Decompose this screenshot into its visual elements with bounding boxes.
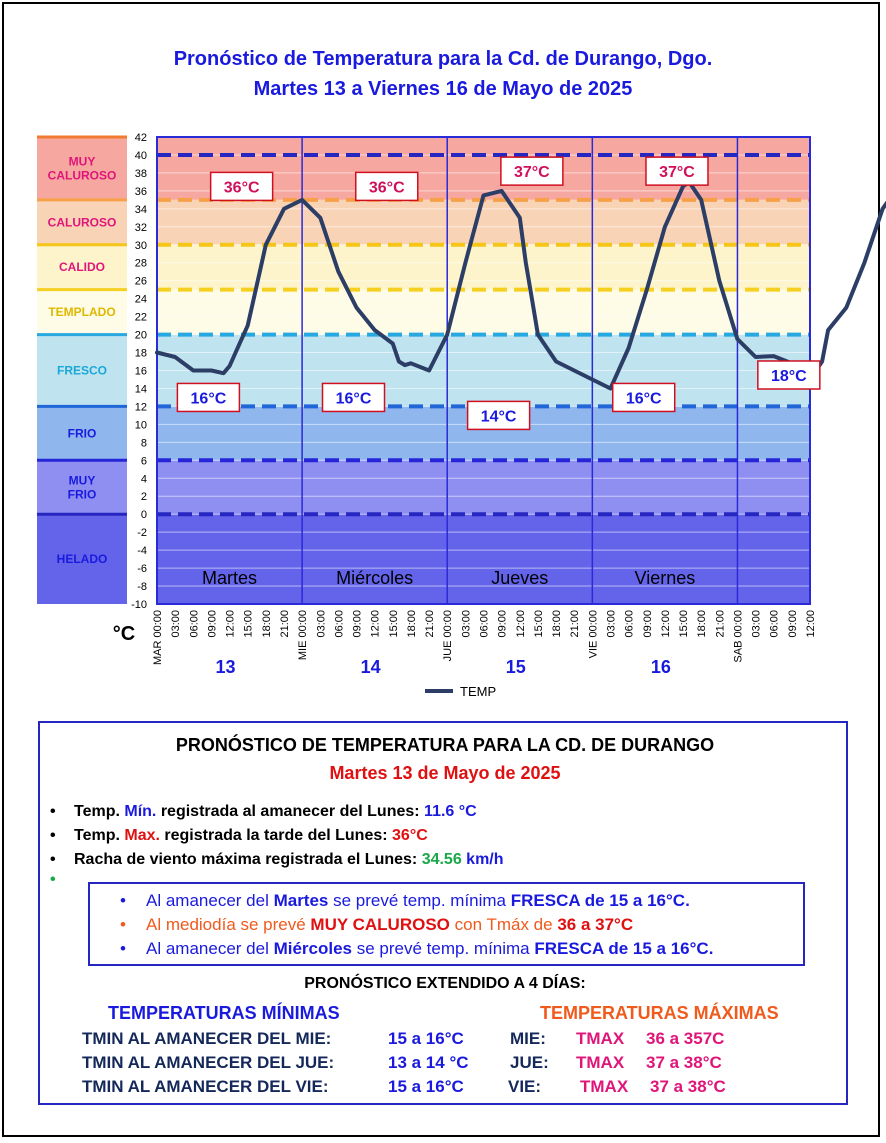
bullet-max-temp: • Temp. Max. registrada la tarde del Lunes: 36°C bbox=[50, 827, 428, 844]
bullet-dot: • bbox=[50, 803, 56, 820]
x-tick-label: 15:00 bbox=[387, 610, 400, 638]
max-row-label: TMAX bbox=[576, 1053, 625, 1072]
y-tick-label: 26 bbox=[134, 275, 147, 288]
y-tick-label: 2 bbox=[140, 491, 147, 504]
zone-label: HELADO bbox=[56, 552, 108, 567]
y-tick-label: -10 bbox=[131, 599, 147, 611]
x-tick-label: SAB 00:00 bbox=[732, 610, 745, 663]
temp-annotation-label: 14°C bbox=[480, 408, 517, 426]
y-tick-label: 30 bbox=[134, 239, 147, 252]
x-tick-label: MAR 00:00 bbox=[152, 610, 164, 666]
max-temps-header: TEMPERATURAS MÁXIMAS bbox=[540, 1003, 779, 1023]
x-tick-label: VIE 00:00 bbox=[587, 610, 600, 659]
x-tick-label: 15:00 bbox=[242, 610, 255, 638]
max-row-value: 37 a 38°C bbox=[646, 1053, 722, 1072]
y-tick-label: -2 bbox=[137, 527, 147, 540]
y-tick-label: 12 bbox=[134, 401, 147, 414]
y-tick-label: 36 bbox=[134, 185, 147, 198]
y-tick-label: 10 bbox=[134, 419, 147, 432]
zone-band bbox=[157, 460, 810, 514]
temp-annotation-label: 37°C bbox=[659, 164, 695, 182]
date-label: 14 bbox=[360, 657, 381, 677]
zone-label: FRESCO bbox=[56, 363, 108, 378]
min-row-value: 13 a 14 °C bbox=[388, 1053, 469, 1072]
zone-label: CALUROSO bbox=[47, 168, 117, 183]
y-tick-label: 14 bbox=[134, 383, 147, 396]
x-tick-label: 18:00 bbox=[405, 610, 418, 638]
y-tick-label: 42 bbox=[134, 132, 147, 144]
temp-annotation-label: 36°C bbox=[223, 179, 260, 197]
x-tick-label: 06:00 bbox=[623, 610, 636, 638]
x-tick-label: 03:00 bbox=[170, 610, 183, 638]
bullet-dot: • bbox=[50, 871, 56, 888]
chart-subtitle: Martes 13 a Viernes 16 de Mayo de 2025 bbox=[253, 78, 633, 100]
temp-annotation-label: 37°C bbox=[513, 164, 550, 182]
zone-label: MUY bbox=[68, 154, 96, 169]
y-tick-label: 32 bbox=[134, 221, 147, 234]
zone-band bbox=[157, 514, 810, 604]
legend-label: TEMP bbox=[460, 684, 497, 699]
x-tick-label: 09:00 bbox=[641, 610, 654, 638]
y-tick-label: 38 bbox=[134, 167, 147, 180]
bullet-wind-gust: • Racha de viento máxima registrada el Lunes: 34.56 km/h bbox=[50, 851, 504, 868]
temp-annotation-label: 16°C bbox=[335, 390, 372, 408]
zone-band bbox=[157, 200, 810, 245]
x-tick-label: JUE 00:00 bbox=[442, 610, 455, 662]
date-label: 15 bbox=[505, 657, 526, 677]
x-tick-label: 06:00 bbox=[478, 610, 491, 638]
max-row-label: TMAX bbox=[580, 1077, 629, 1096]
y-axis-label: °C bbox=[112, 623, 136, 645]
x-tick-label: 12:00 bbox=[805, 610, 817, 638]
x-tick-label: 18:00 bbox=[696, 610, 709, 638]
x-tick-label: 03:00 bbox=[460, 610, 473, 638]
x-tick-label: 03:00 bbox=[605, 610, 618, 638]
x-tick-label: 18:00 bbox=[551, 610, 564, 638]
forecast-line-1: • Al amanecer del Martes se prevé temp. mínima FRESCA de 15 a 16°C. bbox=[120, 891, 690, 910]
bullet-empty bbox=[50, 871, 74, 889]
date-label: 16 bbox=[650, 657, 671, 677]
temp-annotation-label: 36°C bbox=[368, 179, 405, 197]
x-tick-label: 15:00 bbox=[532, 610, 545, 638]
temp-annotation-label: 18°C bbox=[770, 367, 807, 385]
extended-title: PRONÓSTICO EXTENDIDO A 4 DÍAS: bbox=[304, 975, 586, 992]
y-tick-label: -6 bbox=[137, 563, 147, 576]
min-row-value: 15 a 16°C bbox=[388, 1077, 464, 1096]
temp-annotation-label: 16°C bbox=[625, 390, 662, 408]
y-tick-label: -4 bbox=[137, 545, 147, 558]
day-name-label: Miércoles bbox=[336, 568, 414, 588]
max-row-label: TMAX bbox=[576, 1029, 625, 1048]
y-tick-label: 0 bbox=[140, 509, 147, 522]
max-row-value: 36 a 357C bbox=[646, 1029, 725, 1048]
y-tick-label: 6 bbox=[140, 455, 147, 468]
bullet-min-temp: • Temp. Mín. registrada al amanecer del Lunes: 11.6 °C bbox=[50, 803, 477, 820]
x-tick-label: 12:00 bbox=[369, 610, 382, 638]
y-tick-label: 4 bbox=[140, 473, 147, 486]
forecast-info-box bbox=[38, 721, 848, 1105]
date-label: 13 bbox=[215, 657, 236, 677]
x-tick-label: 09:00 bbox=[786, 610, 799, 638]
min-row-value: 15 a 16°C bbox=[388, 1029, 464, 1048]
x-tick-label: 21:00 bbox=[424, 610, 437, 638]
min-row-label: TMIN AL AMANECER DEL VIE: bbox=[82, 1077, 329, 1096]
y-tick-label: -8 bbox=[137, 581, 147, 594]
y-tick-label: 40 bbox=[134, 149, 147, 162]
x-tick-label: 03:00 bbox=[750, 610, 763, 638]
zone-label: FRIO bbox=[67, 487, 97, 502]
forecast-line-3: • Al amanecer del Miércoles se prevé temp. mínima FRESCA de 15 a 16°C. bbox=[120, 939, 714, 958]
day-name-label: Jueves bbox=[491, 568, 549, 588]
zone-label: CALUROSO bbox=[47, 215, 117, 230]
forecast-line-2: • Al mediodía se prevé MUY CALUROSO con Tmáx de 36 a 37°C bbox=[120, 915, 634, 934]
x-tick-label: 12:00 bbox=[659, 610, 672, 638]
y-tick-label: 24 bbox=[134, 293, 147, 306]
x-tick-label: 06:00 bbox=[188, 610, 201, 638]
x-tick-label: 09:00 bbox=[496, 610, 509, 638]
info-title: PRONÓSTICO DE TEMPERATURA PARA LA CD. DE DURANGO bbox=[175, 735, 715, 755]
day-name-label: Viernes bbox=[634, 568, 696, 588]
y-tick-label: 18 bbox=[134, 347, 147, 360]
y-tick-label: 16 bbox=[134, 365, 147, 378]
x-tick-label: 21:00 bbox=[714, 610, 727, 638]
forecast-summary-box bbox=[88, 882, 805, 966]
x-tick-label: 15:00 bbox=[678, 610, 691, 638]
min-temps-header: TEMPERATURAS MÍNIMAS bbox=[108, 1003, 340, 1023]
chart-title: Pronóstico de Temperatura para la Cd. de Durango, Dgo. bbox=[173, 48, 713, 70]
x-tick-label: 06:00 bbox=[333, 610, 346, 638]
temp-annotation-label: 16°C bbox=[190, 390, 227, 408]
x-tick-label: MIE 00:00 bbox=[297, 610, 310, 661]
zone-label: CALIDO bbox=[59, 260, 105, 275]
y-tick-label: 20 bbox=[134, 329, 147, 342]
x-tick-label: 12:00 bbox=[224, 610, 237, 638]
y-tick-label: 8 bbox=[140, 437, 147, 450]
x-tick-label: 12:00 bbox=[514, 610, 527, 638]
bullet-dot: • bbox=[50, 827, 56, 844]
min-row-label: TMIN AL AMANECER DEL JUE: bbox=[82, 1053, 335, 1072]
max-row-day: JUE: bbox=[510, 1053, 549, 1072]
y-tick-label: 22 bbox=[134, 311, 147, 324]
zone-label: MUY bbox=[68, 473, 96, 488]
x-tick-label: 21:00 bbox=[278, 610, 291, 638]
zone-label: FRIO bbox=[67, 426, 97, 441]
max-row-day: VIE: bbox=[508, 1077, 542, 1096]
x-tick-label: 09:00 bbox=[206, 610, 219, 638]
zone-label: TEMPLADO bbox=[48, 305, 116, 320]
day-name-label: Martes bbox=[202, 568, 258, 588]
x-tick-label: 18:00 bbox=[260, 610, 273, 638]
min-row-label: TMIN AL AMANECER DEL MIE: bbox=[82, 1029, 332, 1048]
max-row-day: MIE: bbox=[510, 1029, 546, 1048]
x-tick-label: 21:00 bbox=[569, 610, 582, 638]
bullet-dot: • bbox=[50, 851, 56, 868]
x-tick-label: 09:00 bbox=[351, 610, 364, 638]
x-tick-label: 03:00 bbox=[315, 610, 328, 638]
x-tick-label: 06:00 bbox=[768, 610, 781, 638]
info-subtitle: Martes 13 de Mayo de 2025 bbox=[329, 763, 561, 783]
max-row-value: 37 a 38°C bbox=[650, 1077, 726, 1096]
y-tick-label: 28 bbox=[134, 257, 147, 270]
y-tick-label: 34 bbox=[134, 203, 147, 216]
